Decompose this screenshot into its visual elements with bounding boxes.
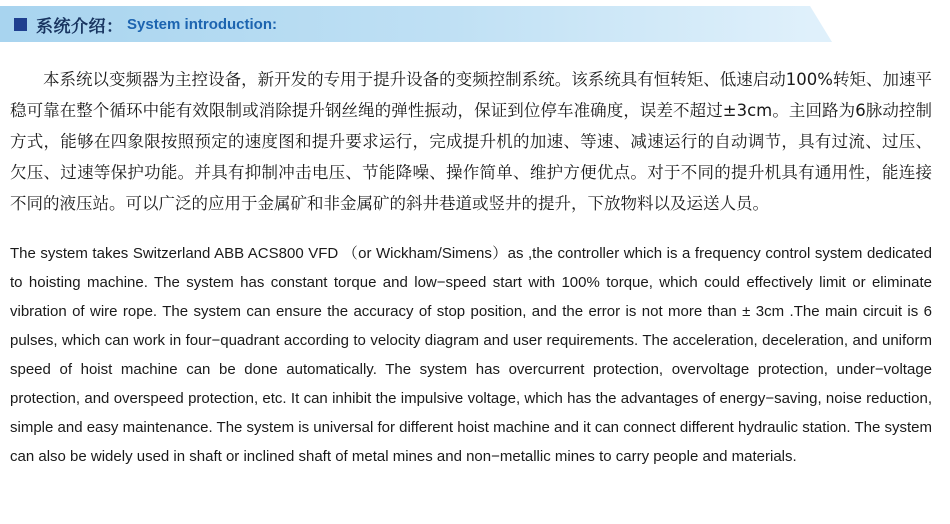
section-title-en: System introduction: xyxy=(127,15,278,33)
paragraph-chinese: 本系统以变频器为主控设备，新开发的专用于提升设备的变频控制系统。该系统具有恒转矩、低速启动100%转矩、加速平稳可靠在整个循环中能有效限制或消除提升钢丝绳的弹性振动，保证到位停车准确度，误差不超过±3cm。主回路为6脉动控制方式，能够在四象限按照预定的速度图和提升要求运行，完成提升机的加速、等速、减速运行的自动调节，具有过流、过压、欠压、过速等保护功能。并具有抑制冲击电压、节能降噪、操作简单、维护方便优点。对于不同的提升机具有通用性，能连接不同的液压站。可以广泛的应用于金属矿和非金属矿的斜井巷道或竖井的提升，下放物料以及运送人员。 xyxy=(10,70,932,213)
filled-square-icon xyxy=(14,18,27,31)
section-header-banner xyxy=(0,6,810,42)
section-title-cn: 系统介绍 xyxy=(36,16,106,37)
section-title-colon: ： xyxy=(106,16,123,37)
document-content xyxy=(0,64,950,471)
document-page xyxy=(0,6,950,524)
paragraph-english: The system takes Switzerland ABB ACS800 VFD （or Wickham/Simens）as ,the controller which is a frequency control system dedicated to hoisting machine. The system has constant torque and low−speed start with 100% torque, which could effectively limit or eliminate vibration of wire rope. The system can ensure the accuracy of stop position, and the error is not more than ± 3cm .The main circuit is 6 pulses, which can work in four−quadrant according to velocity diagram and user requirements. The acceleration, deceleration, and uniform speed of hoist machine can be done automatically. The system has overcurrent protection, overvoltage protection, under−voltage protection, and overspeed protection, etc. It can inhibit the impulsive voltage, which has the advantages of energy−saving, noise reduction, simple and easy maintenance. The system is universal for different hoist machine and it can connect different hydraulic station. The system can also be widely used in shaft or inclined shaft of metal mines and non−metallic mines to carry people and materials. xyxy=(10,245,932,465)
